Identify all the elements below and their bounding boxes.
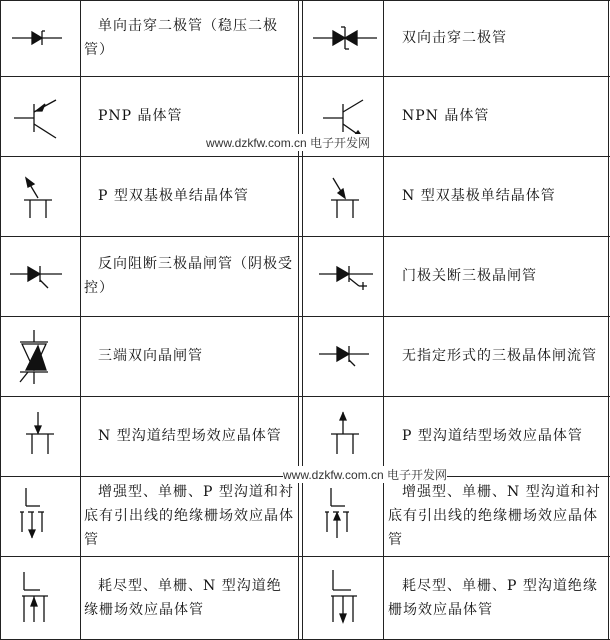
symbol-label: 三端双向晶闸管 xyxy=(98,348,203,364)
p-type-ujt-symbol xyxy=(0,156,80,236)
zener-diode-symbol xyxy=(0,0,80,76)
table-cell-right xyxy=(388,0,603,76)
watermark: www.dzkfw.com.cn 电子开发网 xyxy=(283,468,448,482)
table-row xyxy=(0,316,610,397)
thyristor-unspecified-symbol xyxy=(303,316,383,396)
enhancement-p-mosfet-symbol xyxy=(0,476,80,556)
table-cell-left xyxy=(84,316,296,396)
table-row xyxy=(0,556,610,640)
table-cell-left xyxy=(84,0,296,76)
gto-thyristor-symbol xyxy=(303,236,383,316)
column-divider xyxy=(298,0,299,640)
column-divider xyxy=(302,0,303,640)
symbol-label: 反向阻断三极晶闸管（阴极受控） xyxy=(84,256,293,296)
table-row xyxy=(0,156,610,237)
symbol-label: 双向击穿二极管 xyxy=(402,30,507,46)
symbol-label: P 型沟道结型场效应晶体管 xyxy=(402,428,583,444)
depletion-p-mosfet-symbol xyxy=(303,556,383,639)
table-cell-right xyxy=(388,476,603,556)
triac-symbol xyxy=(0,316,80,396)
table-cell-right xyxy=(388,76,603,156)
thyristor-cathode-gate-symbol xyxy=(0,236,80,316)
symbol-label: N 型沟道结型场效应晶体管 xyxy=(98,428,282,444)
symbol-label: 耗尽型、单栅、P 型沟道绝缘栅场效应晶体管 xyxy=(388,577,598,618)
symbol-label: 增强型、单栅、N 型沟道和衬底有引出线的绝缘栅场效应晶体管 xyxy=(388,484,601,548)
table-row xyxy=(0,476,610,557)
column-divider xyxy=(80,0,81,640)
depletion-n-mosfet-symbol xyxy=(0,556,80,639)
n-channel-jfet-symbol xyxy=(0,396,80,476)
table-cell-right xyxy=(388,396,603,476)
symbol-label: 单向击穿二极管（稳压二极管） xyxy=(84,18,278,58)
symbol-label: 无指定形式的三极晶体闸流管 xyxy=(402,348,597,364)
table-cell-right xyxy=(388,556,603,639)
table-row xyxy=(0,396,610,477)
table-cell-left xyxy=(84,476,296,556)
symbol-label: P 型双基极单结晶体管 xyxy=(98,188,249,204)
table-cell-left xyxy=(84,156,296,236)
table-cell-right xyxy=(388,156,603,236)
n-type-ujt-symbol xyxy=(303,156,383,236)
symbol-label: 门极关断三极晶闸管 xyxy=(402,268,537,284)
table-cell-left xyxy=(84,236,296,316)
symbol-label: 增强型、单栅、P 型沟道和衬底有引出线的绝缘栅场效应晶体管 xyxy=(84,484,294,548)
column-divider xyxy=(0,0,1,640)
table-cell-right xyxy=(388,236,603,316)
table-row xyxy=(0,236,610,317)
symbol-label: 耗尽型、单栅、N 型沟道绝缘栅场效应晶体管 xyxy=(84,577,282,618)
pnp-transistor-symbol xyxy=(0,76,80,156)
symbol-label: NPN 晶体管 xyxy=(402,108,490,124)
enhancement-n-mosfet-symbol xyxy=(303,476,383,556)
column-divider xyxy=(608,0,609,640)
column-divider xyxy=(383,0,384,640)
table-cell-left xyxy=(84,556,296,639)
symbol-label: N 型双基极单结晶体管 xyxy=(402,188,556,204)
symbol-label: PNP 晶体管 xyxy=(98,108,183,124)
table-cell-right xyxy=(388,316,603,396)
bidirectional-zener-symbol xyxy=(303,0,383,76)
table-row xyxy=(0,0,610,77)
p-channel-jfet-symbol xyxy=(303,396,383,476)
watermark: www.dzkfw.com.cn 电子开发网 xyxy=(206,136,371,150)
table-cell-left xyxy=(84,396,296,476)
